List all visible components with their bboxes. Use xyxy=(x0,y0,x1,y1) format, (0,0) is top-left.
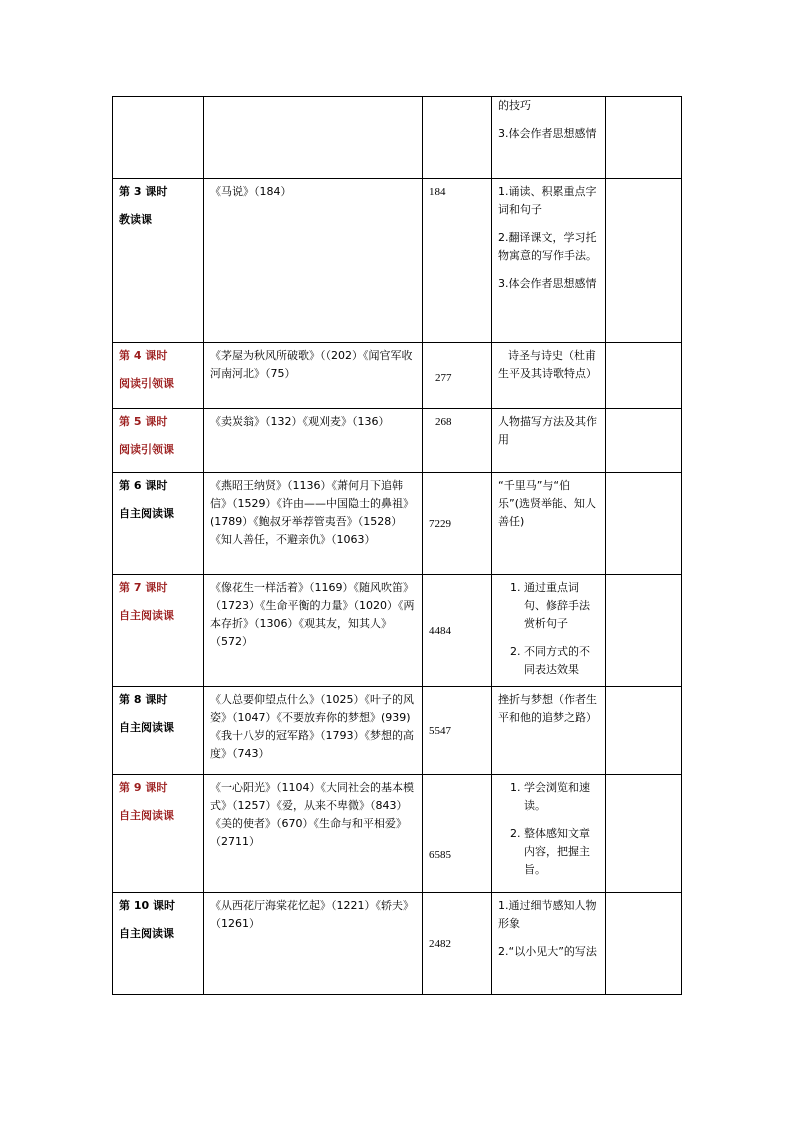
word-count-cell: 7229 xyxy=(423,473,492,575)
lesson-type: 教读课 xyxy=(119,213,152,226)
texts-cell: 《像花生一样活着》（1169）《随风吹笛》（1723）《生命平衡的力量》（1020）《两本存折》（1306）《观其友，知其人》（572） xyxy=(204,575,423,687)
table-row xyxy=(113,97,682,179)
goal-item: 的技巧 xyxy=(498,99,531,112)
goal-item: 人物描写方法及其作用 xyxy=(498,415,597,446)
table-row xyxy=(113,575,682,687)
texts-cell: 《一心阳光》（1104）《大同社会的基本模式》（1257）《爱，从来不卑微》（843）《美的使者》（670）《生命与和平相爱》（2711） xyxy=(204,775,423,893)
lesson-type: 自主阅读课 xyxy=(119,507,174,520)
notes-cell xyxy=(606,97,682,179)
texts-cell: 《人总要仰望点什么》（1025）《叶子的风姿》（1047）《不要放弃你的梦想》(939)《我十八岁的冠军路》（1793）《梦想的高度》（743） xyxy=(204,687,423,775)
goal-item: “千里马”与“伯乐”(选贤举能、知人善任) xyxy=(498,479,596,528)
goal-item: 2.“以小见大”的写法 xyxy=(498,945,597,958)
goal-item: 1.通过细节感知人物形象 xyxy=(498,899,597,930)
notes-cell xyxy=(606,179,682,343)
notes-cell xyxy=(606,409,682,473)
word-count-cell: 5547 xyxy=(423,687,492,775)
texts-cell xyxy=(204,97,423,179)
word-count-cell xyxy=(423,97,492,179)
lesson-cell xyxy=(113,473,204,575)
goal-item: 挫折与梦想（作者生平和他的追梦之路） xyxy=(498,693,597,724)
word-count: 6585 xyxy=(429,849,451,861)
lesson-cell xyxy=(113,97,204,179)
notes-cell xyxy=(606,687,682,775)
lesson-type: 阅读引领课 xyxy=(119,443,174,456)
goal-cell xyxy=(492,343,606,409)
goal-item: 2. 不同方式的不同表达效果 xyxy=(524,643,599,679)
lesson-number: 第 10 课时 xyxy=(119,899,175,912)
table-row xyxy=(113,343,682,409)
goal-cell xyxy=(492,409,606,473)
lesson-cell xyxy=(113,409,204,473)
lesson-number: 第 4 课时 xyxy=(119,349,168,362)
lesson-cell xyxy=(113,575,204,687)
lesson-type: 阅读引领课 xyxy=(119,377,174,390)
lesson-number: 第 5 课时 xyxy=(119,415,168,428)
lesson-cell xyxy=(113,775,204,893)
word-count-cell: 4484 xyxy=(423,575,492,687)
lesson-type: 自主阅读课 xyxy=(119,927,174,940)
goal-item: 1. 学会浏览和速读。 xyxy=(524,779,599,815)
table-row xyxy=(113,687,682,775)
lesson-number: 第 6 课时 xyxy=(119,479,168,492)
table-row xyxy=(113,775,682,893)
notes-cell xyxy=(606,343,682,409)
lesson-cell xyxy=(113,893,204,995)
lesson-cell xyxy=(113,179,204,343)
notes-cell xyxy=(606,893,682,995)
lesson-plan-table xyxy=(112,96,682,995)
lesson-number: 第 9 课时 xyxy=(119,781,168,794)
word-count: 268 xyxy=(435,416,452,428)
goal-item: 3.体会作者思想感情 xyxy=(498,127,597,140)
texts-cell: 《马说》（184） xyxy=(204,179,423,343)
word-count-cell xyxy=(423,409,492,473)
texts-cell: 《卖炭翁》（132）《观刈麦》（136） xyxy=(204,409,423,473)
lesson-cell xyxy=(113,687,204,775)
notes-cell xyxy=(606,775,682,893)
table-row xyxy=(113,893,682,995)
lesson-number: 第 8 课时 xyxy=(119,693,168,706)
texts-cell: 《燕昭王纳贤》（1136）《萧何月下追韩信》（1529）《许由——中国隐士的鼻祖》(1789）《鲍叔牙举荐管夷吾》（1528）《知人善任，不避亲仇》（1063） xyxy=(204,473,423,575)
goal-cell xyxy=(492,575,606,687)
lesson-cell xyxy=(113,343,204,409)
word-count-cell xyxy=(423,775,492,893)
table-row xyxy=(113,409,682,473)
goal-item: 诗圣与诗史（杜甫生平及其诗歌特点） xyxy=(498,349,597,380)
goal-cell xyxy=(492,97,606,179)
goal-item: 2. 整体感知文章内容，把握主旨。 xyxy=(524,825,599,879)
goal-cell xyxy=(492,687,606,775)
lesson-type: 自主阅读课 xyxy=(119,809,174,822)
texts-cell: 《从西花厅海棠花忆起》（1221）《轿夫》（1261） xyxy=(204,893,423,995)
notes-cell xyxy=(606,575,682,687)
lesson-type: 自主阅读课 xyxy=(119,721,174,734)
goal-cell xyxy=(492,893,606,995)
goal-item: 1.诵读、积累重点字词和句子 xyxy=(498,185,597,216)
goal-item: 1. 通过重点词句、修辞手法赏析句子 xyxy=(524,579,599,633)
texts-cell: 《茅屋为秋风所破歌》（（202）《闻官军收河南河北》（75） xyxy=(204,343,423,409)
lesson-number: 第 7 课时 xyxy=(119,581,168,594)
word-count: 277 xyxy=(435,372,452,384)
goal-cell xyxy=(492,473,606,575)
lesson-number: 第 3 课时 xyxy=(119,185,168,198)
table-row xyxy=(113,473,682,575)
goal-cell xyxy=(492,775,606,893)
lesson-type: 自主阅读课 xyxy=(119,609,174,622)
goal-item: 2.翻译课文，学习托物寓意的写作手法。 xyxy=(498,231,597,262)
goal-item: 3.体会作者思想感情 xyxy=(498,277,597,290)
notes-cell xyxy=(606,473,682,575)
word-count-cell: 184 xyxy=(423,179,492,343)
word-count-cell: 2482 xyxy=(423,893,492,995)
word-count-cell xyxy=(423,343,492,409)
table-row xyxy=(113,179,682,343)
goal-cell xyxy=(492,179,606,343)
